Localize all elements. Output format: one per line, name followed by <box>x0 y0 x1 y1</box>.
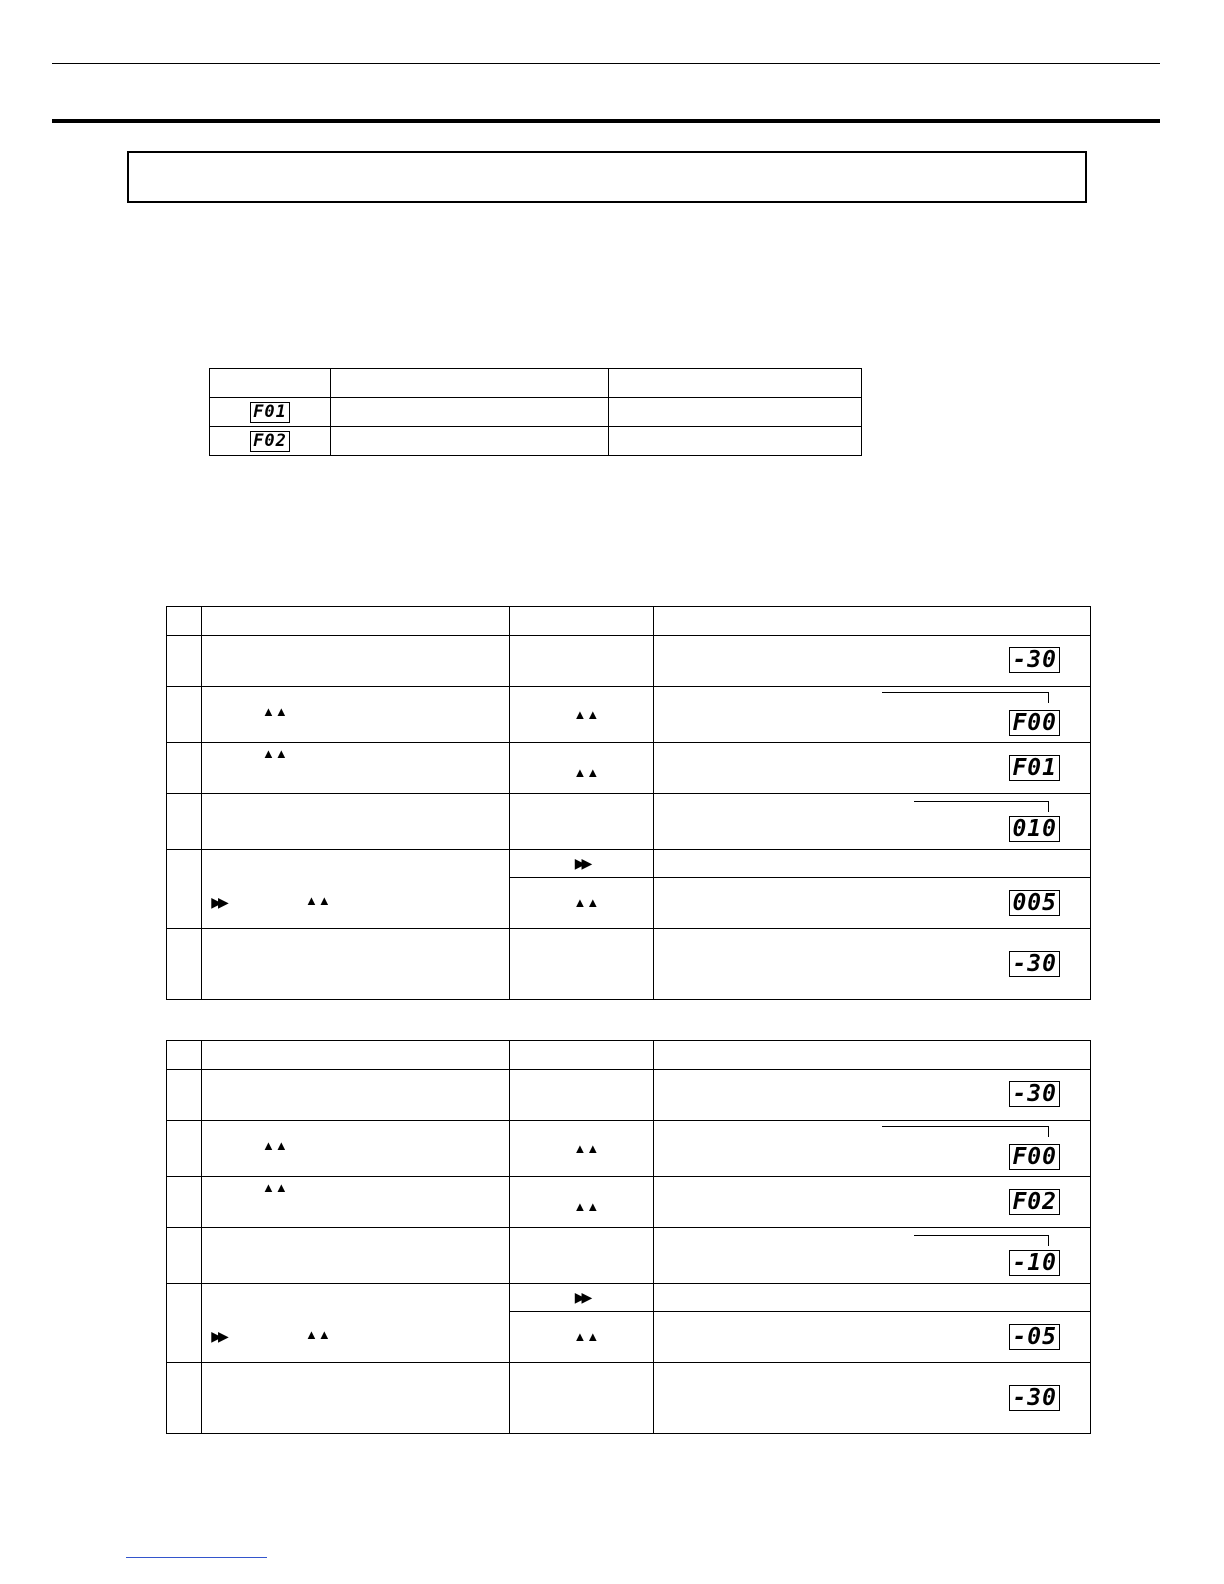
up-arrow-icon: ▲▲ <box>262 704 288 719</box>
shift-arrow-icon: ▶▶ <box>574 854 589 871</box>
table-row <box>167 794 1091 850</box>
table-row <box>167 1177 1091 1228</box>
segment-display: -30 <box>1009 1385 1060 1411</box>
segment-display: -30 <box>1009 951 1060 977</box>
table-row <box>167 850 1091 878</box>
segment-display: -10 <box>1009 1250 1060 1276</box>
shift-arrow-icon: ▶▶ <box>574 1288 589 1305</box>
segment-display: F00 <box>1009 1144 1060 1170</box>
segment-display: F02 <box>1009 1189 1060 1215</box>
section-rule <box>52 119 1160 123</box>
table-row <box>210 398 862 427</box>
segment-display: F02 <box>250 431 290 452</box>
function-table <box>209 368 862 456</box>
segment-display: 010 <box>1009 816 1060 842</box>
procedure-table-2 <box>166 1040 1091 1434</box>
up-arrow-icon: ▲▲ <box>262 746 288 761</box>
up-arrow-icon: ▲▲ <box>305 1327 331 1342</box>
segment-display: 005 <box>1009 890 1060 916</box>
table-row <box>167 929 1091 1000</box>
segment-display: F01 <box>1009 755 1060 781</box>
leader-line <box>914 1235 1049 1246</box>
up-arrow-icon: ▲▲ <box>305 893 331 908</box>
leader-line <box>882 692 1049 703</box>
leader-line <box>914 801 1049 812</box>
shift-arrow-icon: ▶▶ <box>211 1328 225 1344</box>
table-row <box>167 743 1091 794</box>
segment-display: -30 <box>1009 1081 1060 1107</box>
up-arrow-icon: ▲▲ <box>573 1140 600 1156</box>
table-row <box>167 1121 1091 1177</box>
up-arrow-icon: ▲▲ <box>573 1199 600 1214</box>
title-box <box>127 151 1087 203</box>
leader-line <box>882 1126 1049 1137</box>
table-row <box>167 1228 1091 1284</box>
up-arrow-icon: ▲▲ <box>573 706 600 722</box>
table-row <box>167 1363 1091 1434</box>
up-arrow-icon: ▲▲ <box>573 765 600 780</box>
segment-display: F00 <box>1009 710 1060 736</box>
up-arrow-icon: ▲▲ <box>573 895 600 910</box>
shift-arrow-icon: ▶▶ <box>211 894 225 910</box>
up-arrow-icon: ▲▲ <box>573 1329 600 1344</box>
header-rule <box>52 63 1160 64</box>
table-row <box>210 427 862 456</box>
up-arrow-icon: ▲▲ <box>262 1138 288 1153</box>
segment-display: F01 <box>250 402 290 423</box>
table-row <box>167 1070 1091 1121</box>
table-row <box>167 636 1091 687</box>
procedure-table-1 <box>166 606 1091 1000</box>
table-row <box>167 687 1091 743</box>
up-arrow-icon: ▲▲ <box>262 1180 288 1195</box>
segment-display: -05 <box>1009 1324 1060 1350</box>
segment-display: -30 <box>1009 647 1060 673</box>
table-row <box>167 1284 1091 1312</box>
footer-link[interactable] <box>126 1557 267 1558</box>
